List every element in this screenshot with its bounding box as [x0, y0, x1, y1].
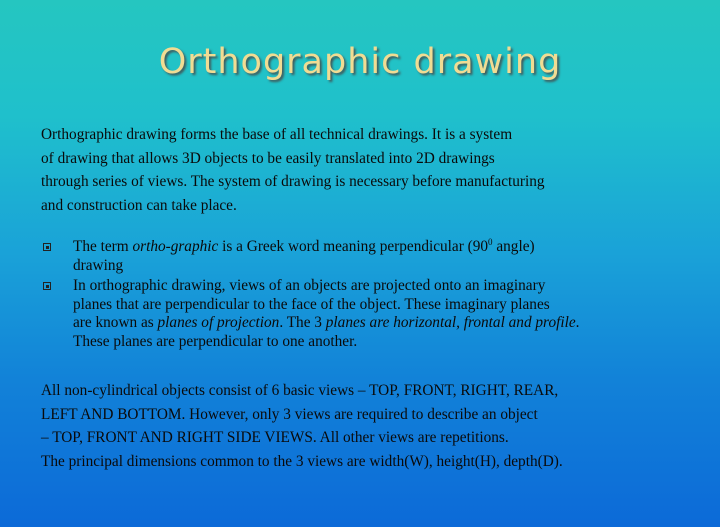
term-emphasis: planes are horizontal, frontal and profile [325, 314, 576, 331]
bullet-list [41, 238, 681, 353]
text-run: . The 3 [279, 314, 326, 331]
degree-superscript: 0 [488, 236, 493, 247]
slide-title: Orthographic drawing [158, 42, 562, 82]
bullet-line: These planes are perpendicular to one another. [73, 332, 358, 350]
closing-line: – TOP, FRONT AND RIGHT SIDE VIEWS. All other views are repetitions. [41, 429, 509, 446]
intro-line: Orthographic drawing forms the base of all technical drawings. It is a system [41, 126, 513, 143]
text-run: is a Greek word meaning perpendicular (90 [218, 238, 489, 255]
text-run: are known as [73, 314, 158, 331]
bullet-line: planes that are perpendicular to the face of the object. These imaginary planes [73, 295, 550, 313]
bullet-line: drawing [73, 256, 124, 274]
term-emphasis: planes of projection [157, 314, 280, 331]
bullet-line [73, 314, 681, 333]
square-bullet-icon [43, 243, 51, 251]
closing-line: LEFT AND BOTTOM. However, only 3 views are required to describe an object [41, 405, 538, 423]
closing-line: The principal dimensions common to the 3 views are width(W), height(H), depth(D). [41, 452, 563, 470]
bullet-item-projection [41, 277, 681, 351]
bullet-item-ortho-graphic [41, 238, 681, 275]
closing-paragraph [41, 379, 711, 473]
text-run: . [575, 314, 580, 331]
square-bullet-icon [43, 282, 51, 290]
text-run: The term [73, 238, 133, 255]
intro-line: and construction can take place. [41, 196, 237, 214]
intro-line: of drawing that allows 3D objects to be easily translated into 2D drawings [41, 149, 495, 167]
bullet-line [73, 238, 681, 257]
bullet-line: In orthographic drawing, views of an objects are projected onto an imaginary [73, 277, 546, 294]
term-emphasis: ortho-graphic [132, 238, 219, 255]
intro-line: through series of views. The system of drawing is necessary before manufacturing [41, 173, 545, 190]
intro-paragraph [41, 123, 711, 217]
closing-line: All non-cylindrical objects consist of 6 basic views – TOP, FRONT, RIGHT, REAR, [41, 382, 559, 399]
text-run: angle) [492, 238, 535, 255]
